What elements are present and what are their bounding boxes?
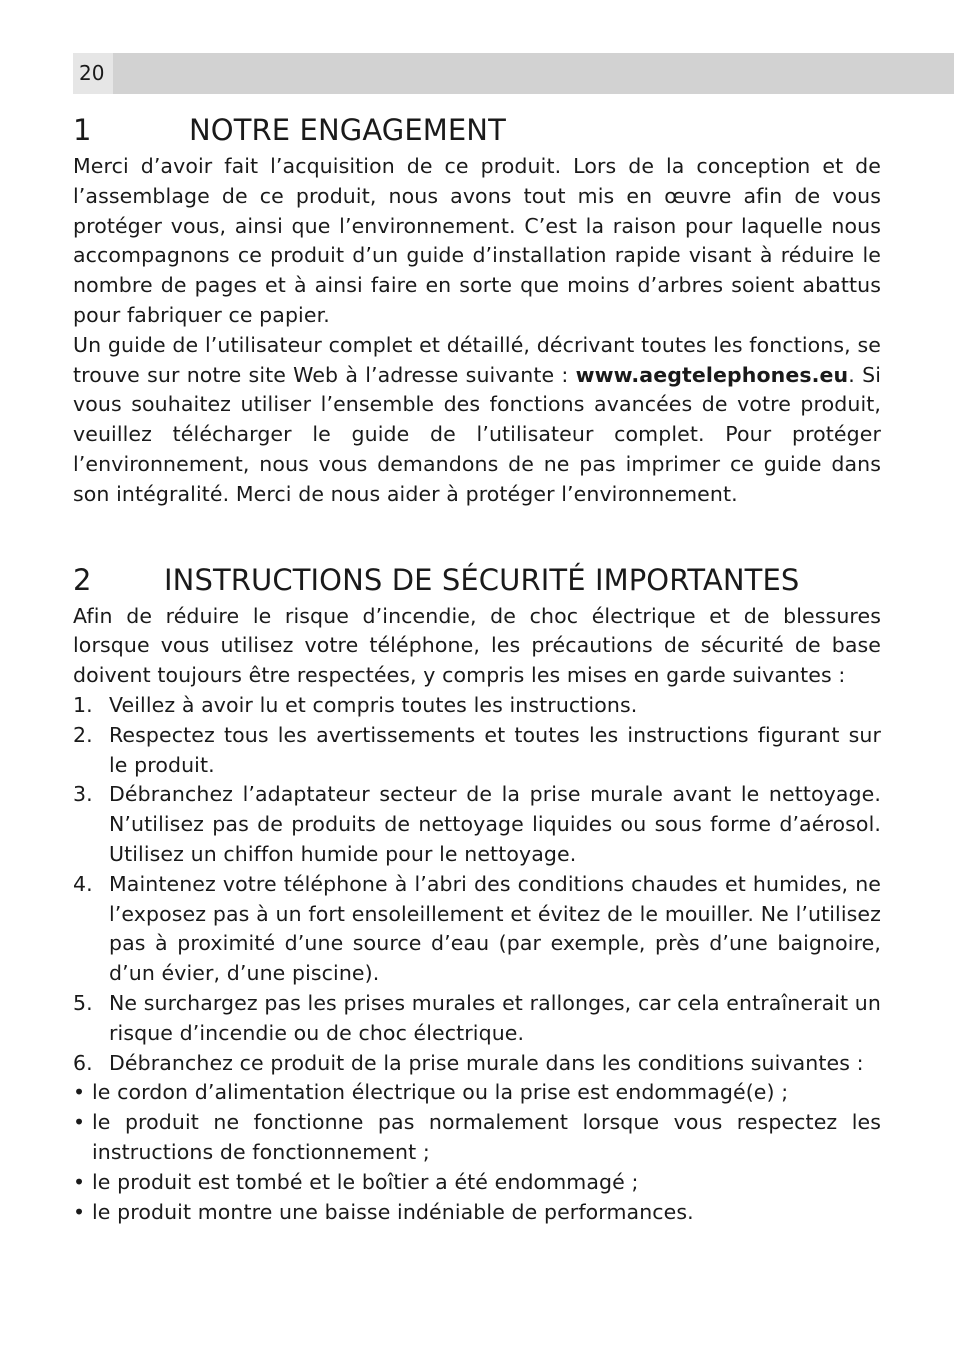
section-1-number: 1 (73, 113, 92, 147)
list-item (73, 989, 881, 1049)
section-1-title: NOTRE ENGAGEMENT (189, 113, 506, 147)
bullet-icon: • (73, 1199, 86, 1224)
section-2-intro: Afin de réduire le risque d’incendie, de choc électrique et de blessures lorsque vous utilisez votre téléphone, les précautions de sécurité de base doivent toujours être respectées, y compris les mises en garde suivantes : (73, 603, 881, 688)
list-item-number: 1. (73, 692, 93, 717)
list-item-number: 6. (73, 1050, 93, 1075)
section-1-paragraph-1: Merci d’avoir fait l’acquisition de ce produit. Lors de la conception et de l’assemblage de ce produit, nous avons tout mis en œuvre afin de vous protéger vous, ainsi que l’environnement. C’est la raison pour laquelle nous accompagnons ce produit d’un guide d’installation rapide visant à réduire le nombre de pages et à ainsi faire en sorte que moins d’arbres soient abattus pour fabriquer ce papier. (73, 154, 881, 327)
list-item-text: Ne surchargez pas les prises murales et rallonges, car cela entraînerait un risque d’incendie ou de choc électrique. (109, 990, 881, 1045)
page-number-box (73, 53, 113, 94)
list-item (73, 870, 881, 989)
list-item-text: Maintenez votre téléphone à l’abri des conditions chaudes et humides, ne l’exposez pas à un fort ensoleillement et évitez de le mouiller. Ne l’utilisez pas à proximité d’une source d’eau (par exemple, près d’une baignoire, d’un évier, d’une piscine). (109, 871, 881, 986)
safety-instructions-list (73, 691, 881, 1078)
list-item-number: 2. (73, 722, 93, 747)
bullet-text: le produit ne fonctionne pas normalement lorsque vous respectez les instructions de fonctionnement ; (92, 1110, 881, 1164)
list-item-text: Débranchez ce produit de la prise murale dans les conditions suivantes : (109, 1050, 864, 1075)
section-2-title: INSTRUCTIONS DE SÉCURITÉ IMPORTANTES (164, 562, 800, 597)
bullet-item (73, 1168, 881, 1198)
section-spacer (73, 510, 881, 560)
section-2-heading (73, 560, 881, 600)
list-item-text: Débranchez l’adaptateur secteur de la prise murale avant le nettoyage. N’utilisez pas de produits de nettoyage liquides ou sous forme d’aérosol. Utilisez un chiffon humide pour le nettoyage. (109, 782, 881, 866)
bullet-text: le produit est tombé et le boîtier a été endommagé ; (92, 1169, 639, 1194)
list-item (73, 721, 881, 781)
bullet-icon: • (73, 1169, 86, 1194)
website-link[interactable]: www.aegtelephones.eu (575, 362, 849, 387)
section-2-number: 2 (73, 562, 92, 597)
bullet-text: le cordon d’alimentation électrique ou la prise est endommagé(e) ; (92, 1080, 789, 1105)
unplug-conditions-list (73, 1078, 881, 1227)
section-1-paragraph-2 (73, 331, 881, 510)
bullet-item (73, 1198, 881, 1228)
list-item-number: 4. (73, 871, 93, 896)
bullet-icon: • (73, 1110, 86, 1135)
document-body (73, 110, 881, 1227)
list-item-text: Respectez tous les avertissements et toutes les instructions figurant sur le produit. (109, 722, 881, 777)
para2-text-after: . Si vous souhaitez utiliser l’ensemble des fonctions avancées de votre produit, veuillez télécharger le guide de l’utilisateur complet. Pour protéger l’environnement, nous vous demandons de ne pas imprimer ce guide dans son intégralité. Merci de nous aider à protéger l’environnement. (73, 362, 881, 506)
list-item-number: 5. (73, 990, 93, 1015)
list-item-text: Veillez à avoir lu et compris toutes les instructions. (109, 692, 638, 717)
bullet-icon: • (73, 1080, 86, 1105)
bullet-item (73, 1078, 881, 1108)
section-1-heading (73, 110, 881, 150)
bullet-item (73, 1108, 881, 1168)
page-header-bar (73, 53, 954, 94)
list-item (73, 1049, 881, 1079)
bullet-text: le produit montre une baisse indéniable de performances. (92, 1199, 694, 1224)
para2-text-before: Un guide de l’utilisateur complet et détaillé, décrivant toutes les fonctions, se trouve sur notre site Web à l’adresse suivante : (73, 332, 881, 387)
list-item (73, 780, 881, 869)
page-number: 20 (79, 61, 105, 85)
list-item-number: 3. (73, 782, 93, 807)
list-item (73, 691, 881, 721)
